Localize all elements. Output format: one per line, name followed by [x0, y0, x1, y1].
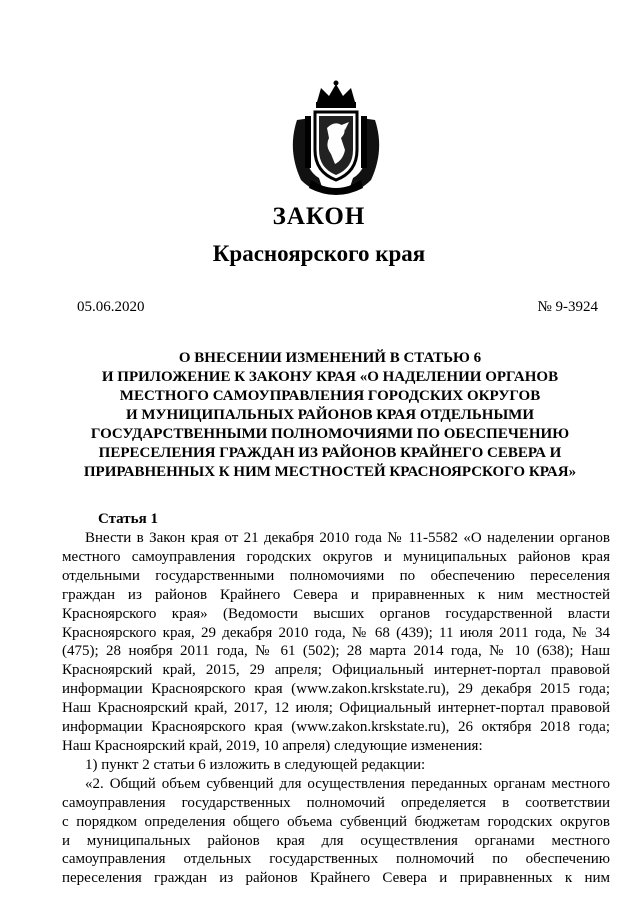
body-line: и муниципальных районов края для осуществления органами местного [62, 832, 610, 849]
body-line: самоуправления отдельных государственных полномочий по обеспечению [62, 851, 610, 868]
heading-line: ПРИРАВНЕННЫХ К НИМ МЕСТНОСТЕЙ КРАСНОЯРСКОГО КРАЯ» [83, 464, 577, 480]
body-line: переселения граждан из районов Крайнего Севера и приравненных к ним [62, 870, 610, 887]
heading-line: И МУНИЦИПАЛЬНЫХ РАЙОНОВ КРАЯ ОТДЕЛЬНЫМИ [125, 407, 535, 423]
body-line: информации Красноярского края (www.zakon.krskstate.ru), 26 октября 2018 года; [62, 719, 610, 736]
body-line: Наш Красноярский край, 2017, 12 июля; Официальный интернет-портал правовой [62, 700, 610, 717]
heading-line: МЕСТНОГО САМОУПРАВЛЕНИЯ ГОРОДСКИХ ОКРУГОВ [119, 388, 541, 404]
heading-line: ПЕРЕСЕЛЕНИЯ ГРАЖДАН ИЗ РАЙОНОВ КРАЙНЕГО СЕВЕРА И [98, 445, 562, 461]
body-line: (475); 28 ноября 2011 года, № 61 (502); 28 марта 2014 года, № 10 (638); Наш [62, 643, 610, 660]
body-line: Красноярский край, 2015, 29 апреля; Официальный интернет-портал правовой [62, 662, 610, 679]
article-body [62, 529, 610, 888]
body-line: отдельными государственными полномочиями по обеспечению переселения [62, 567, 610, 584]
body-line: местного самоуправления городских округов и муниципальных районов края [62, 548, 610, 565]
body-line: граждан из районов Крайнего Севера и приравненных к ним местностей [62, 586, 610, 603]
document-subtitle: Красноярского края [212, 241, 426, 266]
body-line: «2. Общий объем субвенций для осуществления переданных органам местного [85, 775, 610, 792]
document-title: ЗАКОН [272, 203, 366, 230]
body-line: Наш Красноярский край, 2019, 10 апреля) следующие изменения: [62, 737, 483, 754]
body-line: Красноярского края» (Ведомости высших органов государственной власти [62, 605, 610, 622]
body-line: Внести в Закон края от 21 декабря 2010 года № 11-5582 «О наделении органов [85, 530, 610, 546]
law-heading [60, 349, 600, 482]
heading-line: И ПРИЛОЖЕНИЕ К ЗАКОНУ КРАЯ «О НАДЕЛЕНИИ ОРГАНОВ [101, 369, 559, 385]
law-date: 05.06.2020 [77, 299, 145, 315]
body-line: самоуправления государственных полномочий определяется в соответствии [62, 794, 610, 811]
body-line: Красноярского края, 29 декабря 2010 года, № 68 (439); 11 июля 2011 года, № 34 [62, 624, 610, 641]
law-number: № 9-3924 [537, 299, 598, 315]
heading-line: О ВНЕСЕНИИ ИЗМЕНЕНИЙ В СТАТЬЮ 6 [178, 350, 482, 366]
body-line: 1) пункт 2 статьи 6 изложить в следующей редакции: [85, 756, 426, 773]
heading-line: ГОСУДАРСТВЕННЫМИ ПОЛНОМОЧИЯМИ ПО ОБЕСПЕЧЕНИЮ [90, 426, 570, 442]
body-line: с порядком определения общего объема субвенций бюджетам городских округов [62, 813, 610, 830]
body-line: информации Красноярского края (www.zakon.krskstate.ru), 29 декабря 2015 года; [62, 681, 610, 698]
coat-of-arms-icon [283, 80, 389, 198]
article-title: Статья 1 [98, 511, 158, 527]
